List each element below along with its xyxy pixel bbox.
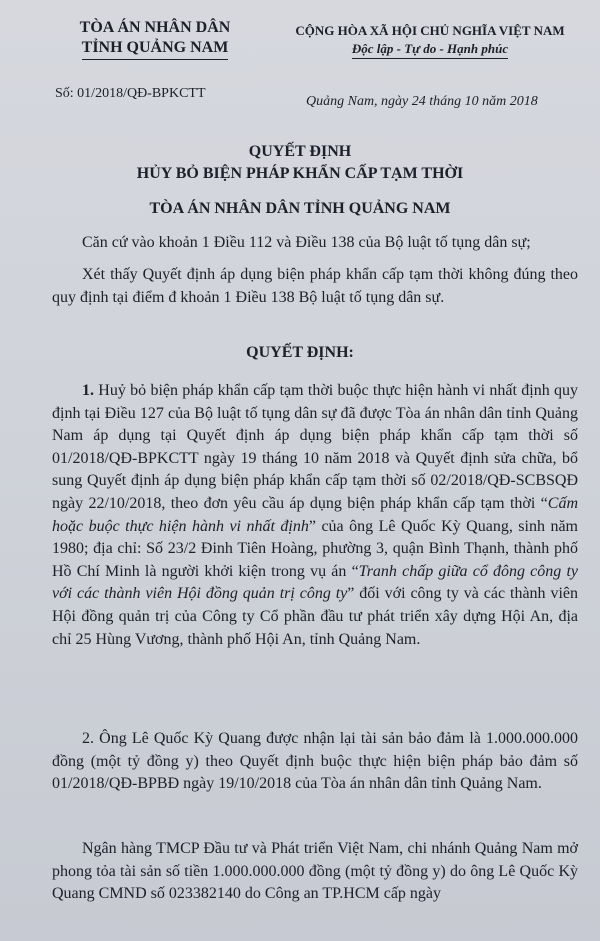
nation-title: CỘNG HÒA XÃ HỘI CHỦ NGHĨA VIỆT NAM [295, 23, 565, 38]
decision-item-1 [52, 380, 578, 651]
item-1-text-b: ” của ông Lê Quốc Kỳ Quang, sinh năm 1980; địa chỉ: Số 23/2 Đinh Tiên Hoàng, phường 3, quận Bình Thạnh, thành phố Hồ Chí Minh là người khởi kiện trong vụ án “ [52, 517, 578, 580]
item-1-quote-1: Cấm hoặc buộc thực hiện hành vi nhất định [52, 494, 578, 535]
document-subtitle: HỦY BỎ BIỆN PHÁP KHẨN CẤP TẠM THỜI [136, 165, 464, 182]
national-header [280, 22, 580, 59]
document-title: QUYẾT ĐỊNH [248, 143, 352, 160]
court-name-line2: TỈNH QUẢNG NAM [82, 38, 229, 60]
decision-item-2: 2. Ông Lê Quốc Kỳ Quang được nhận lại tài sản bảo đảm là 1.000.000.000 đồng (một tỷ đồng y) theo Quyết định buộc thực hiện biện pháp bảo đảm số 01/2018/QĐ-BPBĐ ngày 19/10/2018 của Tòa án nhân dân tỉnh Quảng Nam. [52, 730, 578, 793]
bank-paragraph: Ngân hàng TMCP Đầu tư và Phát triển Việt Nam, chi nhánh Quảng Nam mở phong tỏa tài sản số tiền 1.000.000.000 đồng (một tỷ đồng y) do ông Lê Quốc Kỳ Quang CMND số 023382140 do Công an TP.HCM cấp ngày [52, 840, 578, 903]
legal-basis-paragraph: Căn cứ vào khoản 1 Điều 112 và Điều 138 của Bộ luật tố tụng dân sự; [82, 234, 531, 251]
place-and-date: Quảng Nam, ngày 24 tháng 10 năm 2018 [306, 94, 538, 109]
consideration-paragraph: Xét thấy Quyết định áp dụng biện pháp khẩn cấp tạm thời không đúng theo quy định tại điểm đ khoản 1 Điều 138 Bộ luật tố tụng dân sự. [52, 266, 578, 306]
item-1-number: 1. [82, 382, 94, 399]
item-1-quote-2: Tranh chấp giữa cổ đông công ty với các thành viên Hội đồng quản trị công ty [52, 562, 578, 603]
document-number: Số: 01/2018/QĐ-BPKCTT [55, 86, 206, 101]
decision-heading: QUYẾT ĐỊNH: [246, 344, 354, 361]
issuing-authority: TÒA ÁN NHÂN DÂN TỈNH QUẢNG NAM [149, 200, 451, 217]
item-1-text-c: ” đối với công ty và các thành viên Hội đồng quản trị của Công ty Cổ phần đầu tư phát triển xây dựng Hội An, địa chỉ 25 Hùng Vương, thành phố Hội An, tỉnh Quảng Nam. [52, 585, 579, 648]
court-header [60, 18, 250, 60]
court-name-line1: TÒA ÁN NHÂN DÂN [79, 19, 231, 36]
national-motto: Độc lập - Tự do - Hạnh phúc [352, 40, 508, 59]
item-1-text-a: Huỷ bỏ biện pháp khẩn cấp tạm thời buộc thực hiện hành vi nhất định quy định tại Điều 127 của Bộ luật tố tụng dân sự đã được Tòa án nhân dân tỉnh Quảng Nam áp dụng tại Quyết định áp dụng biện pháp khẩn cấp tạm thời số 01/2018/QĐ-BPKCTT ngày 19 tháng 10 năm 2018 và Quyết định sửa chữa, bổ sung Quyết định áp dụng biện pháp khẩn cấp tạm thời số 02/2018/QĐ-SCBSQĐ ngày 22/10/2018, theo đơn yêu cầu áp dụng biện pháp khẩn cấp tạm thời “ [52, 382, 578, 512]
